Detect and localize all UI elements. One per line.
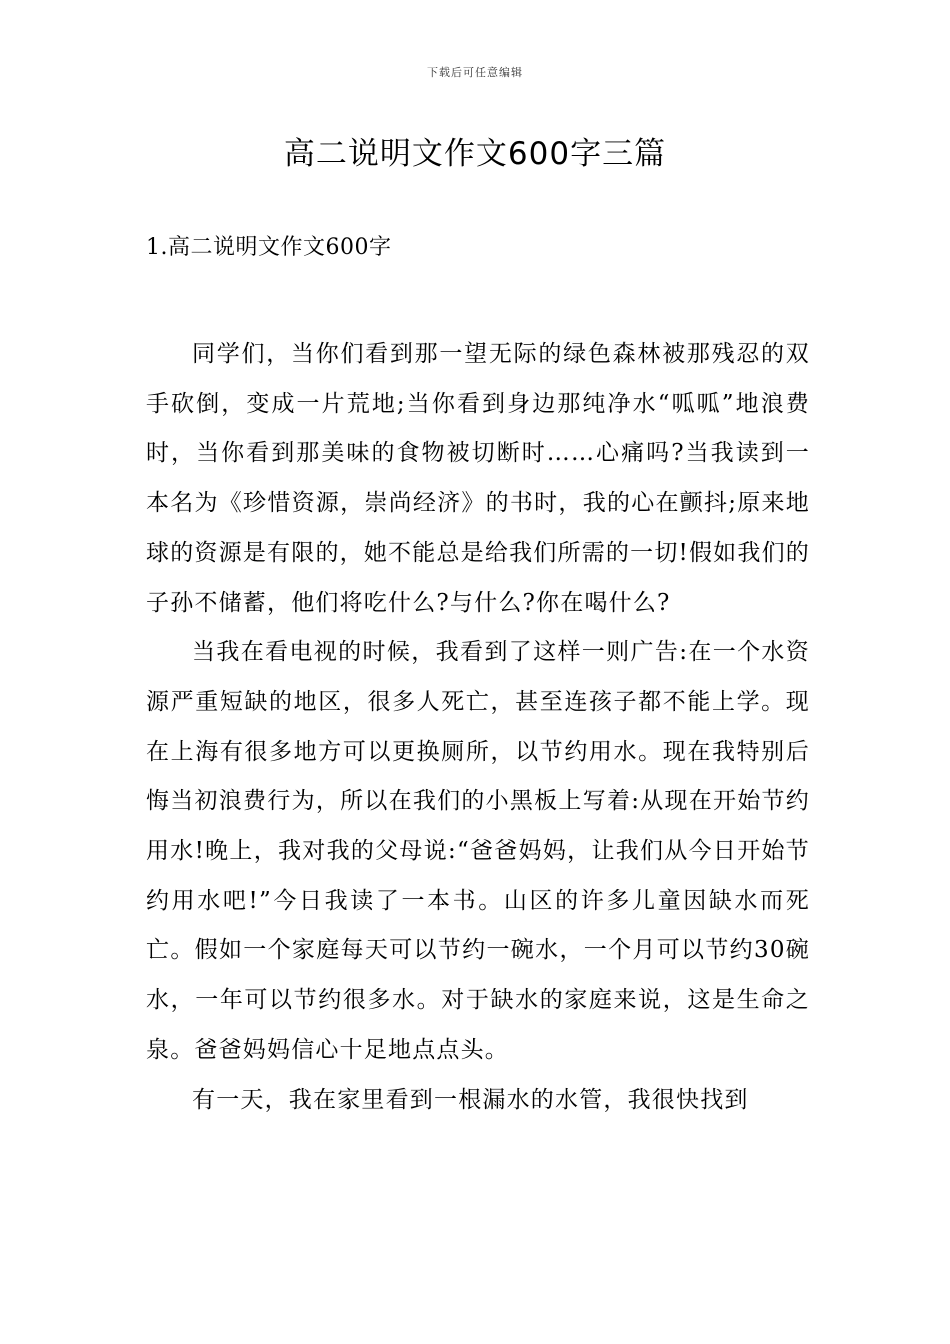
body-text: [146, 330, 810, 1125]
paragraph: 有一天，我在家里看到一根漏水的水管，我很快找到: [192, 1086, 749, 1113]
paragraph: 同学们，当你们看到那一望无际的绿色森林被那残忍的双手砍倒，变成一片荒地;当你看到身边那纯净水“呱呱”地浪费时，当你看到那美味的食物被切断时……心痛吗?当我读到一本名为《珍惜资源，崇尚经济》的书时，我的心在颤抖;原来地球的资源是有限的，她不能总是给我们所需的一切!假如我们的子孙不储蓄，他们将吃什么?与什么?你在喝什么?: [146, 341, 810, 616]
header-note: 下载后可任意编辑: [427, 66, 523, 79]
section-heading: 1.高二说明文作文600字: [146, 235, 392, 260]
document-title: 高二说明文作文600字三篇: [283, 136, 667, 172]
paragraph: 当我在看电视的时候，我看到了这样一则广告:在一个水资源严重短缺的地区，很多人死亡，甚至连孩子都不能上学。现在上海有很多地方可以更换厕所，以节约用水。现在我特别后悔当初浪费行为，所以在我们的小黑板上写着:从现在开始节约用水!晚上，我对我的父母说:“爸爸妈妈，让我们从今日开始节约用水吧!”今日我读了一本书。山区的许多儿童因缺水而死亡。假如一个家庭每天可以节约一碗水，一个月可以节约30碗水，一年可以节约很多水。对于缺水的家庭来说，这是生命之泉。爸爸妈妈信心十足地点点头。: [146, 639, 810, 1063]
